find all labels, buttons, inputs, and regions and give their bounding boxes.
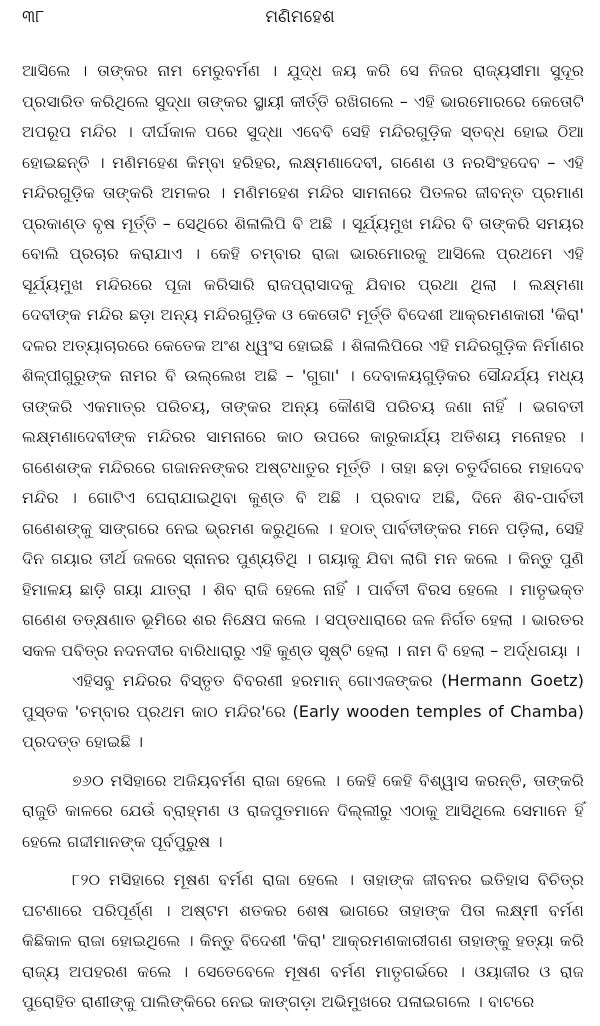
paragraph-1: ଆସିଲେ । ତାଙ୍କର ନାମ ମେରୁବର୍ମଣ । ଯୁଦ୍ଧ ଜୟ କରି ସେ ନିଜର ରାଜ୍ୟସୀମା ସୁଦୂର ପ୍ରସାରିତ କରିଥିଲେ ସୁଦ୍ଧା ତାଙ୍କର ସ୍ଥାୟୀ କୀର୍ତ୍ତି ରଖିଗଲେ – ଏହି ଭାରମୋରରେ କେତୋଟି ଅପରୂପ ମନ୍ଦିର । ଦୀର୍ଘକାଳ ପରେ ସୁଦ୍ଧା ଏବେବି ସେହି ମନ୍ଦିରଗୁଡ଼ିକ ସ୍ତବ୍ଧ ହୋଇ ଠିଆ ହୋଇଛନ୍ତି । ମଣିମହେଶ କିମ୍ବା ହରିହର, ଲକ୍ଷ୍ମଣାଦେବୀ, ଗଣେଶ ଓ ନରସିଂହଦେବ – ଏହି ମନ୍ଦିରଗୁଡ଼ିକ ତାଙ୍କରି ଅମଳର । ମଣିମହେଶ ମନ୍ଦିର ସାମନାରେ ପିତଳର ଜୀବନ୍ତ ପ୍ରମାଣ ପ୍ରକାଣ୍ଡ ବୃଷ ମୂର୍ତ୍ତି – ସେଥିରେ ଶିଳାଲିପି ବି ଅଛି । ସୂର୍ଯ୍ୟମୁଖ ମନ୍ଦିର ବି ତାଙ୍କରି ସମୟର ବୋଲି ପ୍ରଚାର କରାଯାଏ । କେହି ଚମ୍ବାର ରାଜା ଭାରମୋରକୁ ଆସିଲେ ପ୍ରଥମେ ଏହି ସୂର୍ଯ୍ୟମୁଖ ମନ୍ଦିରରେ ପୂଜା କରିସାରି ରାଜପ୍ରାସାଦକୁ ଯିବାର ପ୍ରଥା ଥିଲା । ଲକ୍ଷ୍ମଣା ଦେବୀଙ୍କ ମନ୍ଦିର ଛଡ଼ା ଅନ୍ୟ ମନ୍ଦିରଗୁଡ଼ିକ ଓ କେତୋଟି ମୂର୍ତ୍ତି ବିଦେଶୀ ଆକ୍ରମଣକାରୀ 'କିରା' ଦଳର ଅତ୍ୟାଚାରରେ କେତେକ ଅଂଶ ଧ୍ୱଂସ ହୋଇଛି । ଶିଳାଲିପିରେ ଏହି ମନ୍ଦିରଗୁଡ଼ିକ ନିର୍ମାଣର ଶିଳ୍ପୀଗୁରୁଙ୍କ ନାମର ବି ଉଲ୍ଲେଖ ଅଛି – 'ଗୁଗା' । ଦେବାଳୟଗୁଡ଼ିକର ସୌନ୍ଦର୍ଯ୍ୟ ମଧ୍ୟ ତାଙ୍କରି ଏକମାତ୍ର ପରିଚୟ, ତାଙ୍କର ଅନ୍ୟ କୌଣସି ପରିଚୟ ଜଣା ନାହିଁ । ଭଗବତୀ ଲକ୍ଷ୍ମଣାଦେବୀଙ୍କ ମନ୍ଦିରର ସାମନାରେ କାଠ ଉପରେ କାରୁକାର୍ଯ୍ୟ ଅତିଶୟ ମନୋହର । ଗଣେଶଙ୍କ ମନ୍ଦିରରେ ଗଜାନନଙ୍କର ଅଷ୍ଟଧାତୁର ମୂର୍ତ୍ତି । ତାହା ଛଡ଼ା ଚତୁର୍ଦିଗରେ ମହାଦେବ ମନ୍ଦିର । ଗୋଟିଏ ଘେରାଯାଇଥିବା କୁଣ୍ଡ ବି ଅଛି । ପ୍ରବାଦ ଅଛି, ଦିନେ ଶିବ-ପାର୍ବତୀ ଗଣେଶଙ୍କୁ ସାଙ୍ଗରେ ନେଇ ଭ୍ରମଣ କରୁଥିଲେ । ହଠାତ୍ ପାର୍ବତୀଙ୍କର ମନେ ପଡ଼ିଲା, ସେହି ଦିନ ଗୟାର ତୀର୍ଥ ଜଳରେ ସ୍ନାନର ପୁଣ୍ୟତିଥି । ଗୟାକୁ ଯିବା ଲାଗି ମନ କଲେ । କିନ୍ତୁ ପୁଣି ହିମାଳୟ ଛାଡ଼ି ଗୟା ଯାତ୍ରା । ଶିବ ରାଜି ହେଲେ ନାହିଁ । ପାର୍ବତୀ ବିରସ ହେଲେ । ମାତୃଭକ୍ତ ଗଣେଶ ତତ୍‌କ୍ଷଣାତ ଭୂମିରେ ଶର ନିକ୍ଷେପ କଲେ । ସପ୍ତଧାରାରେ ଜଳ ନିର୍ଗତ ହେଲା । ଭାରତର ସକଳ ପବିତ୍ର ନଦନଦୀର ବାରିଧାରାରୁ ଏହି କୁଣ୍ଡ ସୃଷ୍ଟି ହେଲା । ନାମ ବି ହେଲା – ଅର୍ଦ୍ଧଗୟା ।	[22, 61, 584, 660]
paragraph-3: ୭୬୦ ମସିହାରେ ଅଜିୟବର୍ମଣ ରାଜା ହେଲେ । କେହି କେହି ବିଶ୍ୱାସ କରନ୍ତି, ତାଙ୍କରି ରାଜୁତି କାଳରେ ଯେଉଁ ବ୍ରାହ୍ମଣ ଓ ରାଜପୁତମାନେ ଦିଲ୍ଲୀରୁ ଏଠାକୁ ଆସିଥିଲେ ସେମାନେ ହିଁ ହେଲେ ଗଦ୍ଦୀମାନଙ୍କ ପୂର୍ବପୁରୁଷ ।	[22, 770, 584, 851]
paragraph-4: ୮୨୦ ମସିହାରେ ମୂଷଣ ବର୍ମଣ ରାଜା ହେଲେ । ତାହାଙ୍କ ଜୀବନର ଇତିହାସ ବିଚିତ୍ର ଘଟଣାରେ ପରିପୂର୍ଣ୍ଣ । ଅଷ୍ଟମ ଶତକର ଶେଷ ଭାଗରେ ତାହାଙ୍କ ପିତା ଲକ୍ଷ୍ମୀ ବର୍ମଣ କିଛିକାଳ ରାଜା ହୋଇଥିଲେ । କିନ୍ତୁ ବିଦେଶୀ 'କିରା' ଆକ୍ରମଣକାରୀଗଣ ତାହାଙ୍କୁ ହତ୍ୟା କରି ରାଜ୍ୟ ଅପହରଣ କଲେ । ସେତେବେଳେ ମୂଷଣ ବର୍ମଣ ମାତୃଗର୍ଭରେ । ଓୟାଜୀର ଓ ରାଜ ପୁରୋହିତ ରାଣୀଙ୍କୁ ପାଲିଙ୍କିରେ ନେଇ କାଙ୍ଗଡ଼ା ଅଭିମୁଖରେ ପଳାଇଗଲେ । ବାଟରେ	[22, 870, 584, 1011]
body-text	[22, 56, 584, 1018]
page-number: ୩୮	[22, 7, 45, 27]
running-head: ମଣିମହେଶ	[265, 7, 335, 27]
paragraph-2: ଏହିସବୁ ମନ୍ଦିରର ବିସ୍ତୃତ ବିବରଣୀ ହରମାନ୍ ଗୋଏଜଙ୍କର (Hermann Goetz) ପୁସ୍ତକ 'ଚମ୍ବାର ପ୍ରଥମ କାଠ ମନ୍ଦିର'ରେ (Early wooden temples of Chamba) ପ୍ରଦତ୍ତ ହୋଇଛି ।	[22, 671, 584, 751]
